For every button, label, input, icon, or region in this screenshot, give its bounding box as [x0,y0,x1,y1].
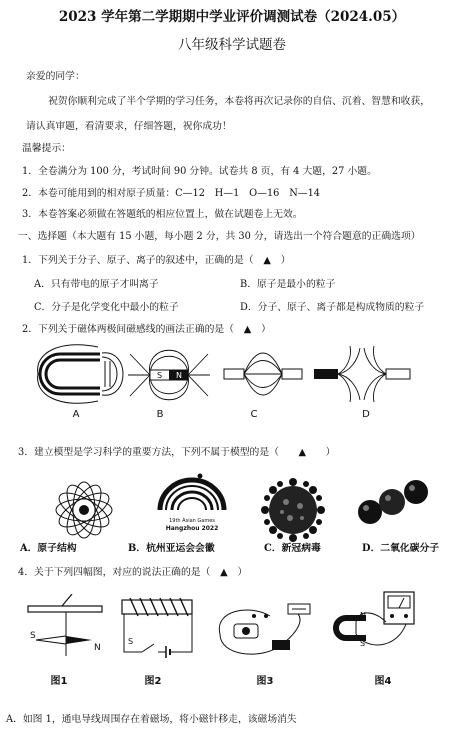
question-3-stem: 3．建立模型是学习科学的重要方法，下列不属于模型的是（ ▲ ） [18,447,336,458]
q4-figure-2 [112,594,202,666]
fig1-s-label: S [30,631,36,641]
q2-label-b: B [156,409,164,420]
q2-figure-d [312,344,412,404]
q2-figure-b [128,342,210,408]
fig2-s-label: S [128,637,134,646]
q2-label-c: C [250,409,258,420]
notes-heading: 温馨提示： [22,143,71,154]
question-4-option-a: A．如图 1，通电导线周围存在着磁场，将小磁针移走，该磁场消失 [6,714,297,725]
q2-figure-a [30,343,125,405]
logo-text-1: 19th Asian Games [169,518,215,524]
logo-text-2: Hangzhou 2022 [165,525,219,532]
q2-b-magnet-s: S [157,371,163,380]
question-1-option-b: B．原子是最小的粒子 [240,279,336,290]
q4-caption-3: 图3 [256,676,274,687]
q4-caption-1: 图1 [50,676,68,687]
fig4-n-label: N [360,611,366,620]
coronavirus-image [258,476,328,544]
q2-label-a: A [72,409,80,420]
question-3-option-b: B．杭州亚运会会徽 [128,543,215,554]
fig1-n-label: N [94,643,101,653]
q4-caption-2: 图2 [144,676,162,687]
section-1-heading: 一、选择题（本大题有 15 小题，每小题 2 分，共 30 分，请选出一个符合题意的正确选项） [18,231,421,242]
q2-b-magnet-n: N [176,371,182,380]
question-3-option-a: A．原子结构 [20,543,77,554]
question-1-stem: 1．下列关于分子、原子、离子的叙述中，正确的是（ ▲ ） [22,255,291,266]
asian-games-logo-image [152,470,232,538]
q2-figure-c [222,344,304,404]
q4-caption-4: 图4 [374,676,392,687]
page-subtitle: 八年级科学试题卷 [178,37,286,53]
page-title: 2023 学年第二学期期中学业评价调测试卷（2024.05） [58,9,406,25]
note-item-2: 2．本卷可能用到的相对原子质量：C—12 H—1 O—16 N—14 [22,188,321,199]
q2-label-d: D [362,409,370,420]
greeting-salutation: 亲爱的同学： [26,71,85,82]
fig4-s-label: S [360,639,366,648]
note-item-1: 1．全卷满分为 100 分，考试时间 90 分钟。试卷共 8 页，有 4 大题，27 小题。 [22,166,377,177]
question-1-option-d: D．分子、原子、离子都是构成物质的粒子 [240,302,425,313]
question-3-option-c: C．新冠病毒 [264,543,321,554]
q4-figure-3 [210,590,320,666]
greeting-line-1: 祝贺你顺利完成了半个学期的学习任务，本卷将再次记录你的自信、沉着、智慧和收获， [48,96,431,107]
question-2-stem: 2．下列关于磁体两极间磁感线的画法正确的是（ ▲ ） [22,324,271,335]
q4-figure-4 [326,588,426,666]
co2-molecule-image [356,478,432,528]
greeting-line-2: 请认真审题，看清要求，仔细答题，祝你成功！ [26,121,232,132]
question-3-option-d: D．二氧化碳分子 [362,543,440,554]
question-1-option-a: A．只有带电的原子才叫离子 [34,279,159,290]
question-1-option-c: C．分子是化学变化中最小的粒子 [34,302,179,313]
atom-structure-image [52,478,116,542]
q4-figure-1 [22,594,112,666]
question-4-stem: 4．关于下列四幅图，对应的说法正确的是（ ▲ ） [18,567,248,578]
note-item-3: 3．本卷答案必须做在答题纸的相应位置上，做在试题卷上无效。 [22,209,303,220]
